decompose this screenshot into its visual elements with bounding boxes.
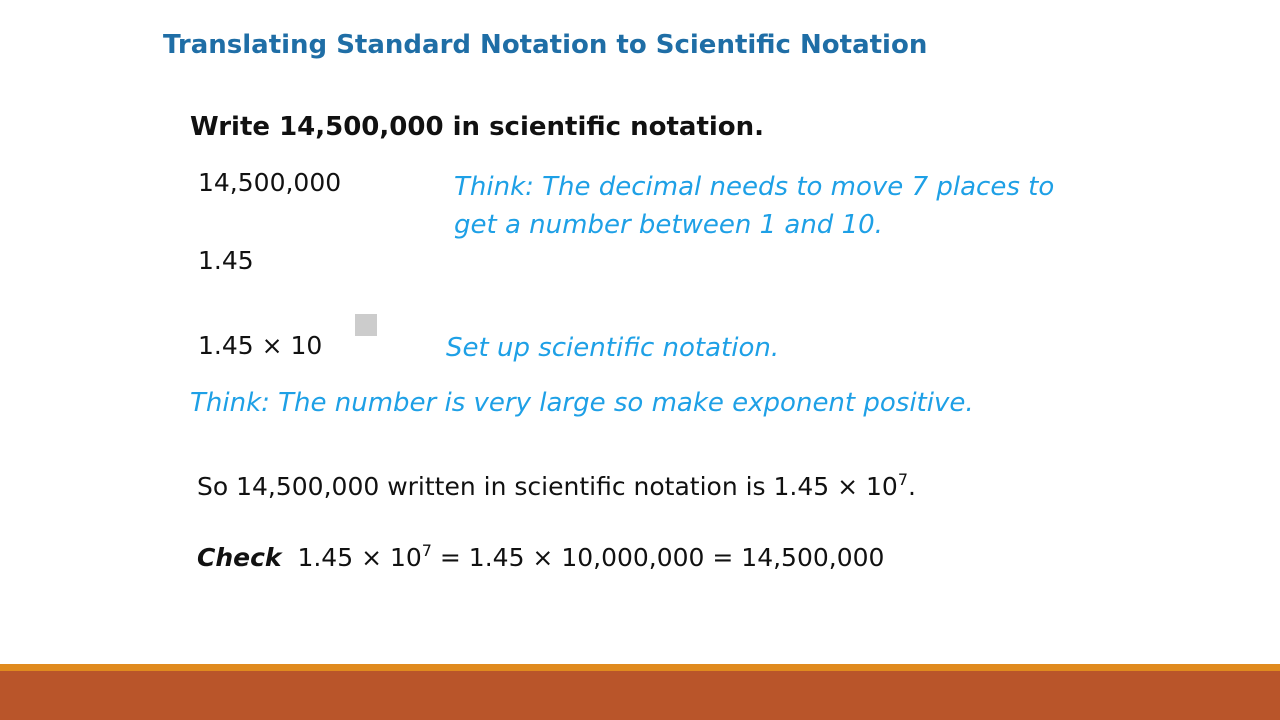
footer-bar-accent [0, 664, 1280, 671]
check-rhs: = 1.45 × 10,000,000 = 14,500,000 [431, 543, 885, 572]
conclusion-statement [197, 468, 1077, 506]
exponent-placeholder-box [355, 314, 377, 336]
slide-title: Translating Standard Notation to Scientific Notation [163, 30, 928, 60]
check-line [197, 543, 884, 572]
step-original-number: 14,500,000 [198, 168, 342, 197]
check-lhs: 1.45 × 10 [297, 543, 422, 572]
note-think-positive-exponent: Think: The number is very large so make exponent positive. [190, 388, 974, 418]
footer-bar [0, 671, 1280, 720]
conclusion-exponent: 7 [897, 470, 909, 489]
conclusion-text: So 14,500,000 written in scientific notation is 1.45 × 10 [197, 472, 898, 501]
problem-prompt: Write 14,500,000 in scientific notation. [190, 112, 765, 142]
note-setup: Set up scientific notation. [446, 333, 780, 363]
conclusion-end: . [908, 472, 916, 501]
note-think-move-decimal: Think: The decimal needs to move 7 places to get a number between 1 and 10. [454, 172, 1055, 240]
check-label: Check [197, 543, 282, 572]
step-decimal-number: 1.45 [198, 246, 254, 275]
step-setup-expression: 1.45 × 10 [198, 331, 323, 360]
check-exponent: 7 [421, 541, 432, 560]
